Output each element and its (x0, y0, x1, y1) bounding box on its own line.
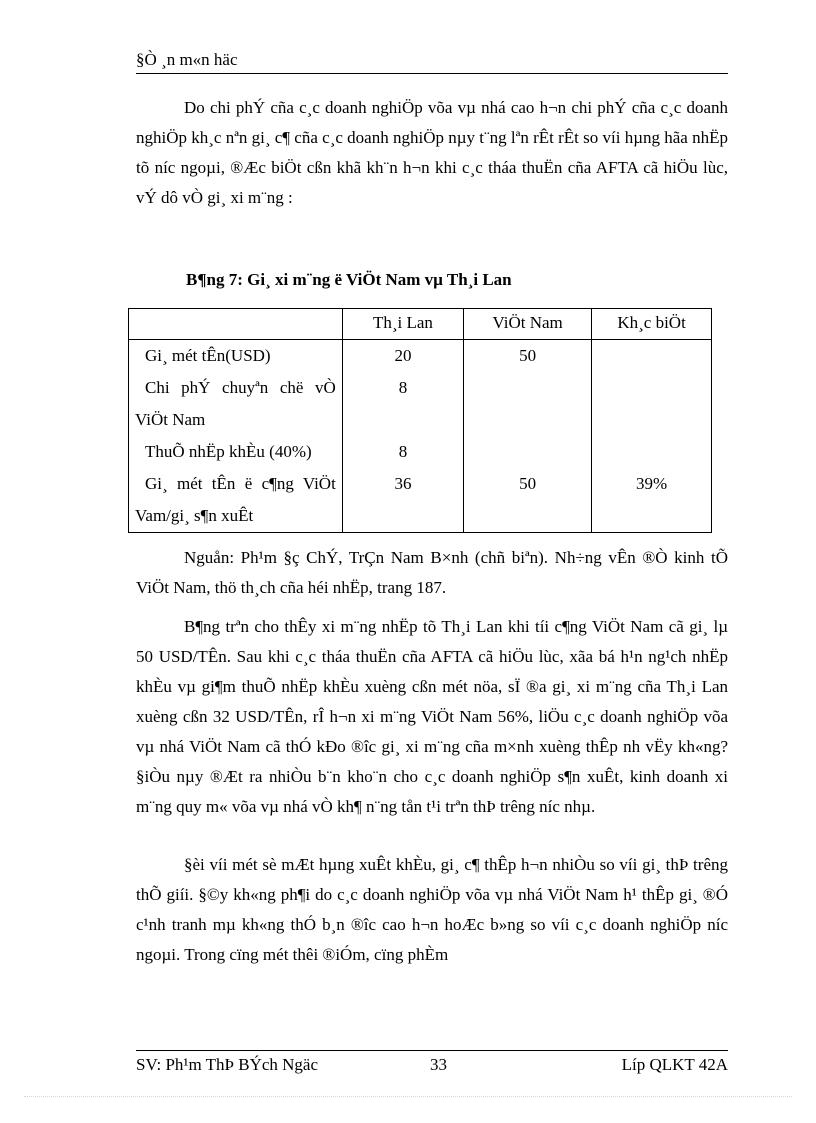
table-cell: 8 (342, 436, 463, 468)
table-header-cell (129, 309, 343, 340)
table-cell (464, 436, 592, 468)
table-row (129, 436, 712, 468)
header-divider (136, 73, 728, 74)
table-cell (592, 372, 712, 436)
row-label: Gi¸ mét tÊn(USD) (145, 346, 271, 365)
footer-author: SV: Ph¹m ThÞ BÝch Ngäc (136, 1055, 319, 1074)
table-cell: 50 (464, 468, 592, 533)
paragraph-export (136, 850, 728, 970)
paragraph-intro (136, 93, 728, 213)
page-number: 33 (430, 1055, 447, 1074)
table-cell (464, 372, 592, 436)
table-row (129, 468, 712, 533)
page-edge (24, 1096, 792, 1097)
table-caption: B¶ng 7: Gi¸ xi m¨ng ë ViÖt Nam vµ Th¸i Lan (186, 270, 512, 289)
table-cell: 36 (342, 468, 463, 533)
table-cell: 50 (464, 340, 592, 373)
table-source (136, 543, 728, 603)
row-label: ThuÕ nhËp khÈu (40%) (145, 442, 312, 461)
paragraph-text: Do chi phÝ cña c¸c doanh nghiÖp võa vµ nhá cao h¬n chi phÝ cña c¸c doanh nghiÖp kh¸c nªn gi¸ c¶ cña c¸c doanh nghiÖp nµy t¨ng lªn rÊt rÊt so víi hµng hãa nhËp tõ níc ngoµi, ®Æc biÖt cßn khã kh¨n h¬n khi c¸c tháa thuËn cña AFTA cã hiÖu lùc, vÝ dô vÒ gi¸ xi m¨ng : (136, 98, 728, 207)
cement-price-table (128, 308, 712, 533)
table-cell (129, 436, 343, 468)
paragraph-text: B¶ng trªn cho thÊy xi m¨ng nhËp tõ Th¸i Lan khi tíi c¶ng ViÖt Nam cã gi¸ lµ 50 USD/TÊn. Sau khi c¸c tháa thuËn cña AFTA cã hiÖu lùc, xãa bá h¹n ng¹ch nhËp khÈu vµ gi¶m thuÕ nhËp khÈu xuèng cßn mét nöa, sÏ ®a gi¸ xi m¨ng cña Th¸i Lan xuèng cßn 32 USD/TÊn, rÎ h¬n xi m¨ng ViÖt Nam 56%, liÖu c¸c doanh nghiÖp võa vµ nhá ViÖt Nam cã thÓ kÐo ®îc gi¸ xi m¨ng cña m×nh xuèng thÊp nh vËy kh«ng? §iÒu nµy ®Æt ra nhiÒu b¨n kho¨n cho c¸c doanh nghiÖp s¶n xuÊt, kinh doanh xi m¨ng quy m« võa vµ nhá vÒ kh¶ n¨ng tån t¹i trªn thÞ trêng níc nhµ. (136, 617, 728, 816)
table-cell: 39% (592, 468, 712, 533)
table-header-cell: ViÖt Nam (464, 309, 592, 340)
table-cell (129, 372, 343, 436)
table-cell: 20 (342, 340, 463, 373)
row-label: Chi phÝ chuyªn chë vÒ ViÖt Nam (135, 378, 336, 429)
row-label: Gi¸ mét tÊn ë c¶ng ViÖt Vam/gi¸ s¶n xuÊt (135, 474, 336, 525)
table-cell (592, 340, 712, 373)
table-cell (129, 468, 343, 533)
footer-class: Líp QLKT 42A (621, 1055, 728, 1074)
source-text: Nguån: Ph¹m §ç ChÝ, TrÇn Nam B×nh (chñ biªn). Nh÷ng vÊn ®Ò kinh tÕ ViÖt Nam, thö th¸ch cña héi nhËp, trang 187. (136, 548, 728, 597)
table-cell: 8 (342, 372, 463, 436)
paragraph-analysis (136, 612, 728, 822)
header-title: §Ò ¸n m«n häc (136, 50, 238, 69)
table-cell (129, 340, 343, 373)
table-header-cell: Kh¸c biÖt (592, 309, 712, 340)
footer-divider (136, 1050, 728, 1051)
table-cell (592, 436, 712, 468)
table-header-row (129, 309, 712, 340)
paragraph-text: §èi víi mét sè mÆt hµng xuÊt khÈu, gi¸ c¶ thÊp h¬n nhiÒu so víi gi¸ thÞ trêng thÕ giíi. §©y kh«ng ph¶i do c¸c doanh nghiÖp võa vµ nhá ViÖt Nam h¹ thÊp gi¸ ®Ó c¹nh tranh mµ kh«ng thÓ b¸n ®îc cao h¬n hoÆc b»ng so víi c¸c doanh nghiÖp níc ngoµi. Trong cïng mét thêi ®iÓm, cïng phÈm (136, 855, 728, 964)
table-row (129, 340, 712, 373)
table-row (129, 372, 712, 436)
table-header-cell: Th¸i Lan (342, 309, 463, 340)
